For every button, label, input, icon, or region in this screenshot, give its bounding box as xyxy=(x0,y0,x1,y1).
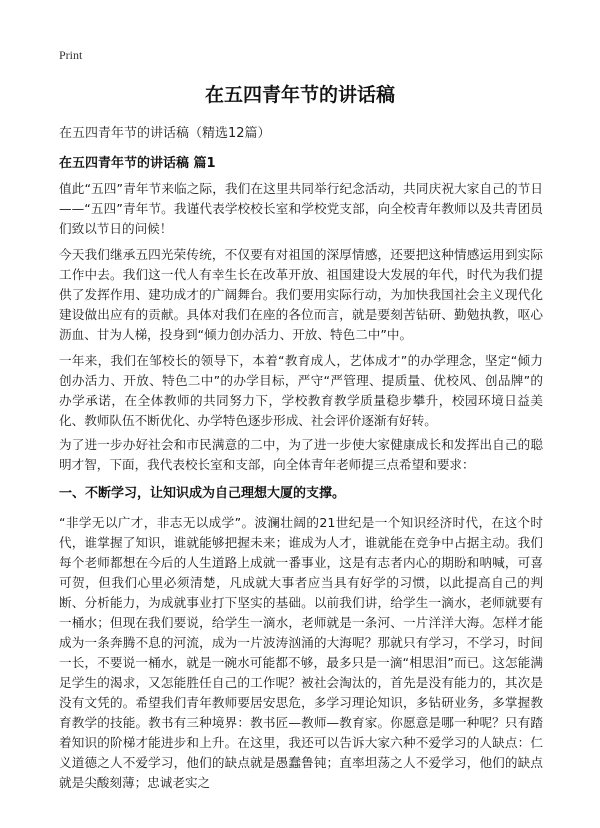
heading-1: 一、不断学习，让知识成为自己理想大厦的支撑。 xyxy=(59,486,346,501)
paragraph-4: 为了进一步办好社会和市民满意的二中，为了进一步使大家健康成长和发挥出自己的聪明才智，下面，我代表校长室和支部，向全体青年老师提三点希望和要求： xyxy=(59,437,543,472)
document-title: 在五四青年节的讲话稿 xyxy=(204,84,395,106)
paragraph-5: “非学无以广才，非志无以成学”。波澜壮阔的21世纪是一个知识经济时代，在这个时代，谁掌握了知识，谁就能够把握未来；谁成为人才，谁就能在竞争中占据主动。我们每个老师都想在今后的人生道路上成就一番事业，这是有志者内心的期盼和呐喊，可喜可贺，但我们心里必须清楚，凡成就大事者应当具有好学的习惯，以此提高自己的判断、分析能力，为成就事业打下坚实的基础。以前我们讲，给学生一滴水，老师就要有一桶水；但现在我们要说，给学生一滴水，老师就是一条河、一片洋洋大海。怎样才能成为一条奔腾不息的河流，成为一片波涛汹涌的大海呢？那就只有学习，不学习，时间一长，不要说一桶水，就是一碗水可能都不够，最多只是一滴“相思泪”而已。这怎能满足学生的渴求，又怎能胜任自己的工作呢？被社会淘汰的，首先是没有能力的，其次是没有文凭的。希望我们青年教师要居安思危，多学习理论知识，多钻研业务，多掌握教育教学的技能。教书有三种境界：教书匠—教师—教育家。你愿意是哪一种呢？只有踏着知识的阶梯才能进步和上升。在这里，我还可以告诉大家六种不爱学习的人缺点：仁义道德之人不爱学习，他们的缺点就是愚蠢鲁钝；直率坦荡之人不爱学习，他们的缺点就是尖酸刻薄；忠诚老实之 xyxy=(59,515,543,790)
section-title: 在五四青年节的讲话稿 篇1 xyxy=(59,156,216,171)
paragraph-2: 今天我们继承五四光荣传统，不仅要有对祖国的深厚情感，还要把这种情感运用到实际工作中去。我们这一代人有幸生长在改革开放、祖国建设大发展的年代，时代为我们提供了发挥作用、建功成才的广阔舞台。我们要用实际行动，为加快我国社会主义现代化建设做出应有的贡献。具体对我们在座的各位而言，就是要刻苦钻研、勤勉执教，呕心沥血、甘为人梯，投身到“倾力创办活力、开放、特色二中”中。 xyxy=(59,247,543,342)
paragraph-1: 值此“五四”青年节来临之际，我们在这里共同举行纪念活动，共同庆祝大家自己的节日——“五四”青年节。我谨代表学校校长室和学校党支部，向全校青年教师以及共青团员们致以节日的问候！ xyxy=(59,181,543,236)
document-subtitle: 在五四青年节的讲话稿（精选12篇） xyxy=(59,126,271,141)
print-link[interactable]: Print xyxy=(59,48,83,62)
paragraph-3: 一年来，我们在邹校长的领导下，本着“教育成人，艺体成才”的办学理念，坚定“倾力创办活力、开放、特色二中”的办学目标，严守“严管理、提质量、优校风、创品牌”的办学承诺，在全体教师的共同努力下，学校教育教学质量稳步攀升，校园环境日益美化、教师队伍不断优化、办学特色逐步形成、社会评价逐渐有好转。 xyxy=(59,353,543,428)
